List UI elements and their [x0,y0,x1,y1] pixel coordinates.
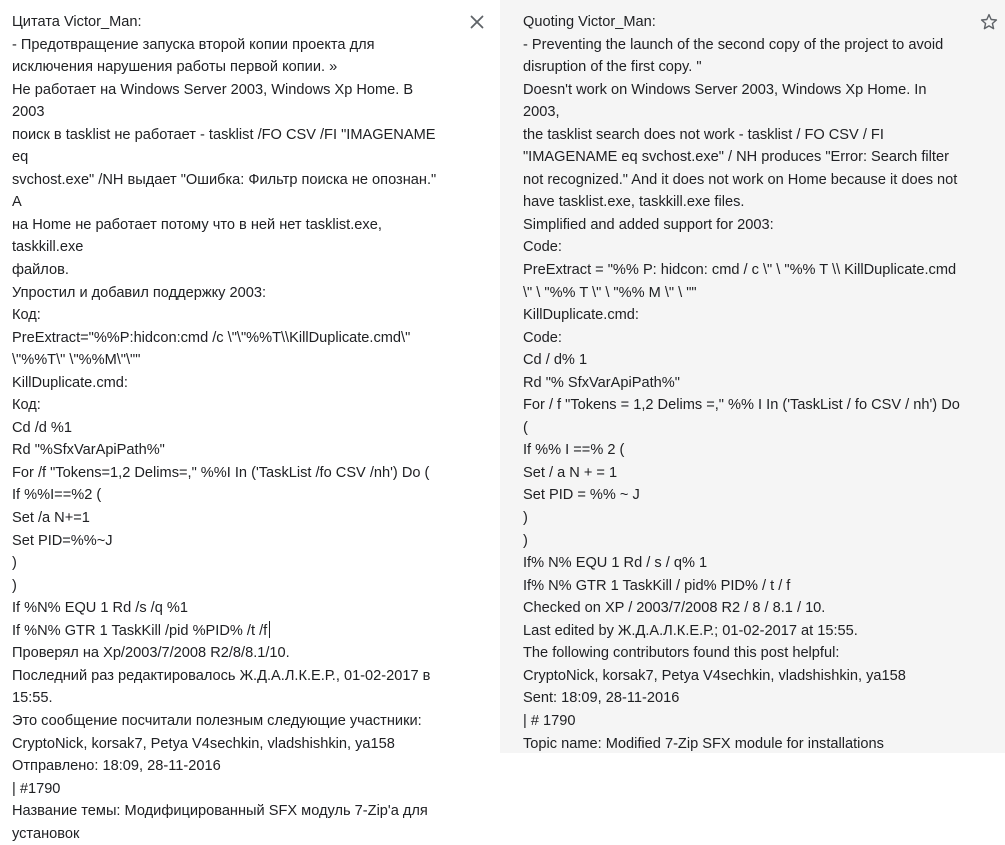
source-line: If %%I==%2 ( [12,487,102,504]
translation-line: have tasklist.exe, taskkill.exe files. [523,194,745,211]
translation-line: Code: [523,239,562,256]
source-line: Set PID=%%~J [12,532,113,549]
source-line: \"%%T\" \"%%M\"\"" [12,352,141,369]
translation-line: Set / a N + = 1 [523,464,618,481]
translation-line: If% N% GTR 1 TaskKill / pid% PID% / t / f [523,577,791,594]
translation-panel [500,0,1005,753]
translation-line: not recognized." And it does not work on Home because it does not [523,171,958,188]
text-cursor [269,621,270,638]
translation-line: If %% I ==% 2 ( [523,442,625,459]
translation-line: Sent: 18:09, 28-11-2016 [523,690,680,707]
source-line: Цитата Victor_Man: [12,14,142,30]
translation-line: ) [523,510,528,527]
source-text-panel[interactable] [0,0,500,842]
translation-line: ) [523,532,528,549]
source-line: Не работает на Windows Server 2003, Windows Xp Home. В 2003 [12,81,418,121]
source-line: Упростил и добавил поддержку 2003: [12,284,267,301]
source-line: файлов. [12,262,69,279]
source-line: Set /a N+=1 [12,510,90,527]
translation-line: Checked on XP / 2003/7/2008 R2 / 8 / 8.1 / 10. [523,600,826,617]
translation-line: the tasklist search does not work - tasklist / FO CSV / FI [523,126,884,143]
translation-line: "IMAGENAME eq svchost.exe" / NH produces "Error: Search filter [523,149,949,166]
source-line: Проверял на Xp/2003/7/2008 R2/8/8.1/10. [12,645,290,662]
source-line: If %N% EQU 1 Rd /s /q %1 [12,600,188,617]
translation-line: The following contributors found this post helpful: [523,645,840,662]
clear-source-button[interactable] [467,12,487,32]
translation-line: - Preventing the launch of the second copy of the project to avoid [523,36,944,53]
translation-line: Simplified and added support for 2003: [523,216,774,233]
source-line: Это сообщение посчитали полезным следующие участники: [12,712,422,729]
source-line: Отправлено: 18:09, 28-11-2016 [12,758,221,775]
source-line: Название темы: Модифицированный SFX модуль 7-Zip'a для [12,803,428,820]
source-line: | #1790 [12,780,61,797]
source-line: KillDuplicate.cmd: [12,374,128,391]
star-outline-icon [979,12,999,32]
source-line: Код: [12,397,41,414]
source-line: ) [12,577,17,594]
source-line: 15:55. [12,690,53,707]
source-line: If %N% GTR 1 TaskKill /pid %PID% /t /f [12,620,444,643]
source-line: поиск в tasklist не работает - tasklist /FO CSV /FI "IMAGENAME eq [12,126,440,166]
source-line: Последний раз редактировалось Ж.Д.А.Л.К.Е.Р., 01-02-2017 в [12,667,431,684]
save-translation-button[interactable] [979,12,999,32]
source-line: ) [12,555,17,572]
translation-line: disruption of the first copy. " [523,59,702,76]
translation-line: PreExtract = "%% P: hidcon: cmd / c \" \ "%% T \\ KillDuplicate.cmd [523,262,957,279]
translation-line: Quoting Victor_Man: [523,14,656,30]
source-line: Rd "%SfxVarApiPath%" [12,442,165,459]
translation-output [523,11,964,755]
source-line: на Home не работает потому что в ней нет tasklist.exe, taskkill.exe [12,216,386,256]
source-textarea[interactable] [12,11,444,845]
translation-line: \" \ "%% T \" \ "%% M \" \ "" [523,284,697,301]
source-line: Код: [12,307,41,324]
translation-line: Rd "% SfxVarApiPath%" [523,374,680,391]
source-line: установок [12,825,80,842]
source-line: PreExtract="%%P:hidcon:cmd /c \"\"%%T\\KillDuplicate.cmd\" [12,329,411,346]
close-icon [467,12,487,32]
source-line: исключения нарушения работы первой копии. » [12,59,338,76]
translation-line: | # 1790 [523,712,576,729]
translation-line: Set PID = %% ~ J [523,487,640,504]
source-line: CryptoNick, korsak7, Petya V4sechkin, vladshishkin, ya158 [12,735,395,752]
translation-line: Code: [523,329,562,346]
translation-line: KillDuplicate.cmd: [523,307,639,324]
translation-line: If% N% EQU 1 Rd / s / q% 1 [523,555,708,572]
translation-line: CryptoNick, korsak7, Petya V4sechkin, vladshishkin, ya158 [523,667,906,684]
source-line: Cd /d %1 [12,419,73,436]
source-line: - Предотвращение запуска второй копии проекта для [12,36,375,53]
translation-line: Doesn't work on Windows Server 2003, Windows Xp Home. In 2003, [523,81,931,121]
translation-line: Last edited by Ж.Д.А.Л.К.Е.Р.; 01-02-2017 at 15:55. [523,622,858,639]
translation-line: Topic name: Modified 7-Zip SFX module for installations [523,735,884,752]
source-line: For /f "Tokens=1,2 Delims=," %%I In ('TaskList /fo CSV /nh') Do ( [12,464,430,481]
translation-line: Cd / d% 1 [523,352,588,369]
source-line: svchost.exe" /NH выдает "Ошибка: Фильтр поиска не опознан." А [12,171,441,211]
translation-line: For / f "Tokens = 1,2 Delims =," %% I In ('TaskList / fo CSV / nh') Do ( [523,397,964,436]
